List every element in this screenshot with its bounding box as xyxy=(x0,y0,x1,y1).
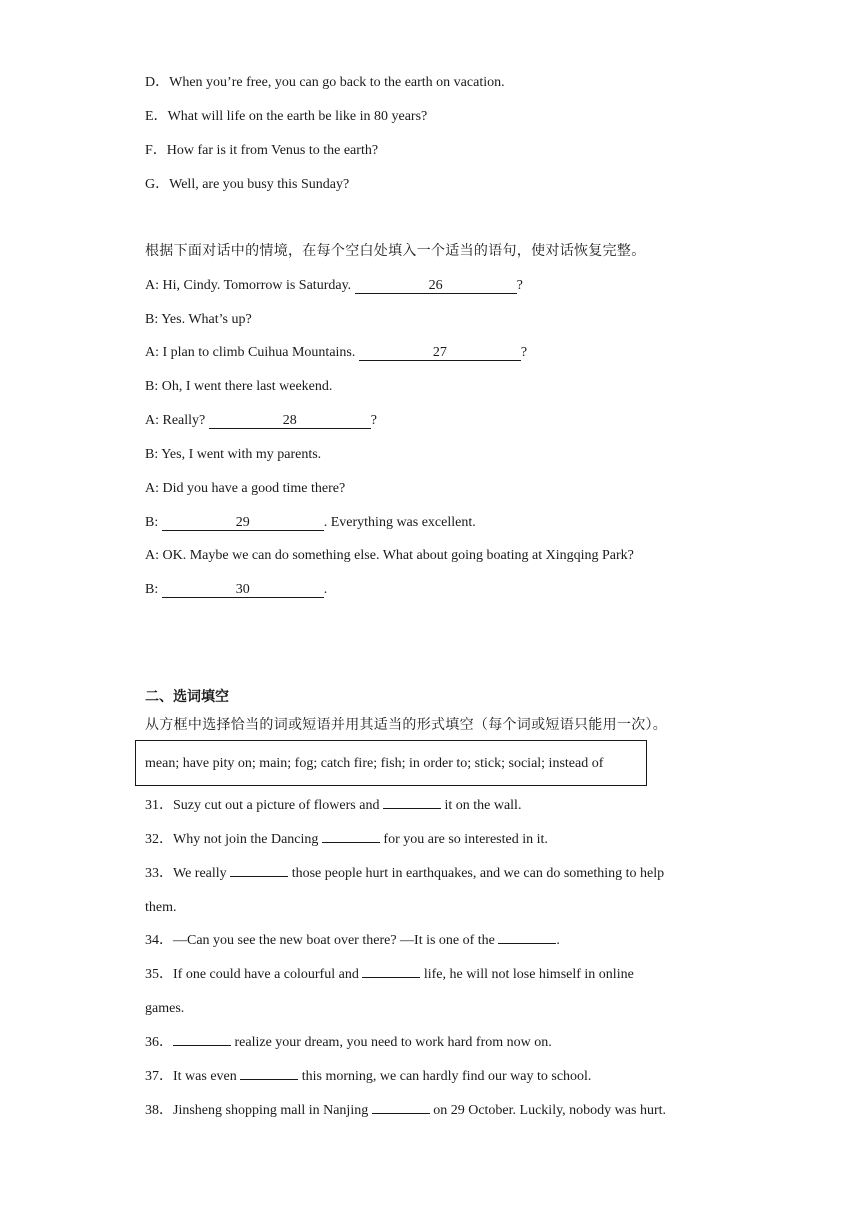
answer-blank[interactable] xyxy=(230,876,288,877)
answer-blank[interactable] xyxy=(173,1045,231,1046)
question-32 xyxy=(145,831,548,849)
dialogue-text: A: I plan to climb Cuihua Mountains. xyxy=(145,345,359,360)
question-number: 36． xyxy=(145,1035,173,1050)
question-text: life, he will not lose himself in online xyxy=(420,967,634,982)
question-38 xyxy=(145,1102,666,1120)
question-number: 37． xyxy=(145,1069,173,1084)
answer-blank-30[interactable]: 30 xyxy=(162,583,324,598)
word-box xyxy=(135,740,647,786)
question-number: 38． xyxy=(145,1103,173,1118)
dialogue-text: A: Did you have a good time there? xyxy=(145,481,346,496)
question-35-continuation: games. xyxy=(145,1001,185,1016)
dialogue-line xyxy=(145,514,476,532)
option-e xyxy=(145,108,427,126)
dialogue-line xyxy=(145,480,345,498)
dialogue-text: ? xyxy=(370,413,377,428)
option-text: When you’re free, you can go back to the earth on vacation. xyxy=(169,75,505,90)
question-text: —Can you see the new boat over there? —It is one of the xyxy=(173,933,499,948)
option-text: How far is it from Venus to the earth? xyxy=(166,143,379,158)
question-number: 33． xyxy=(145,866,173,881)
dialogue-text: B: xyxy=(145,582,162,597)
dialogue-text: ? xyxy=(520,345,528,360)
dialogue-line xyxy=(145,378,332,396)
dialogue-text: A: Hi, Cindy. Tomorrow is Saturday. xyxy=(145,278,355,293)
question-text: realize your dream, you need to work hard from now on. xyxy=(231,1035,552,1050)
question-text: It was even xyxy=(173,1069,241,1084)
answer-blank[interactable] xyxy=(498,943,556,944)
question-number: 35． xyxy=(145,967,173,982)
answer-blank-26[interactable]: 26 xyxy=(355,279,517,294)
question-31 xyxy=(145,797,521,815)
dialogue-text: . xyxy=(323,582,328,597)
question-text: this morning, we can hardly find our way to school. xyxy=(298,1069,592,1084)
question-34 xyxy=(145,932,560,950)
answer-blank-27[interactable]: 27 xyxy=(359,346,521,361)
section-instruction: 从方框中选择恰当的词或短语并用其适当的形式填空（每个词或短语只能用一次）。 xyxy=(145,717,668,733)
answer-blank-28[interactable]: 28 xyxy=(209,414,371,429)
answer-blank[interactable] xyxy=(240,1079,298,1080)
question-text: Suzy cut out a picture of flowers and xyxy=(173,798,383,813)
dialogue-text: B: Yes, I went with my parents. xyxy=(145,447,322,462)
section-heading: 二、选词填空 xyxy=(145,689,229,705)
question-number: 32． xyxy=(145,832,173,847)
question-text: Why not join the Dancing xyxy=(173,832,322,847)
question-text: those people hurt in earthquakes, and we can do something to help xyxy=(288,866,665,881)
question-text: If one could have a colourful and xyxy=(173,967,363,982)
dialogue-line xyxy=(145,277,523,295)
question-text: for you are so interested in it. xyxy=(379,832,548,847)
dialogue-line xyxy=(145,344,527,362)
option-letter: D． xyxy=(145,75,170,90)
word-box-text: mean; have pity on; main; fog; catch fire; fish; in order to; stick; social; instead of xyxy=(145,756,604,771)
question-33 xyxy=(145,865,664,883)
option-letter: E． xyxy=(145,109,168,124)
dialogue-text: A: Really? xyxy=(145,413,209,428)
dialogue-line xyxy=(145,446,321,464)
answer-blank-29[interactable]: 29 xyxy=(162,516,324,531)
dialogue-line xyxy=(145,547,634,565)
option-g xyxy=(145,176,349,194)
question-37 xyxy=(145,1068,591,1086)
dialogue-text: ? xyxy=(516,278,523,293)
dialogue-text: B: Yes. What’s up? xyxy=(145,312,252,327)
dialogue-text: . Everything was excellent. xyxy=(323,515,476,530)
option-text: Well, are you busy this Sunday? xyxy=(169,177,350,192)
dialogue-text: A: OK. Maybe we can do something else. What about going boating at Xingqing Park? xyxy=(145,548,634,563)
question-text: . xyxy=(556,933,560,948)
question-35 xyxy=(145,966,634,984)
question-text: on 29 October. Luckily, nobody was hurt. xyxy=(429,1103,666,1118)
option-letter: F． xyxy=(145,143,167,158)
dialogue-line xyxy=(145,311,252,329)
option-f xyxy=(145,142,378,160)
option-d xyxy=(145,74,505,92)
dialogue-instruction: 根据下面对话中的情境，在每个空白处填入一个适当的语句，使对话恢复完整。 xyxy=(145,243,646,259)
question-text: Jinsheng shopping mall in Nanjing xyxy=(173,1103,372,1118)
question-number: 34． xyxy=(145,933,173,948)
option-text: What will life on the earth be like in 80 years? xyxy=(167,109,428,124)
question-33-continuation: them. xyxy=(145,900,177,915)
option-letter: G． xyxy=(145,177,170,192)
dialogue-text: B: xyxy=(145,515,162,530)
question-36 xyxy=(145,1034,552,1052)
dialogue-text: B: Oh, I went there last weekend. xyxy=(145,379,333,394)
answer-blank[interactable] xyxy=(383,808,441,809)
question-text: it on the wall. xyxy=(440,798,522,813)
dialogue-line xyxy=(145,412,377,430)
dialogue-line xyxy=(145,581,327,599)
question-number: 31． xyxy=(145,798,173,813)
answer-blank[interactable] xyxy=(372,1113,430,1114)
question-text: We really xyxy=(173,866,231,881)
answer-blank[interactable] xyxy=(362,977,420,978)
answer-blank[interactable] xyxy=(322,842,380,843)
